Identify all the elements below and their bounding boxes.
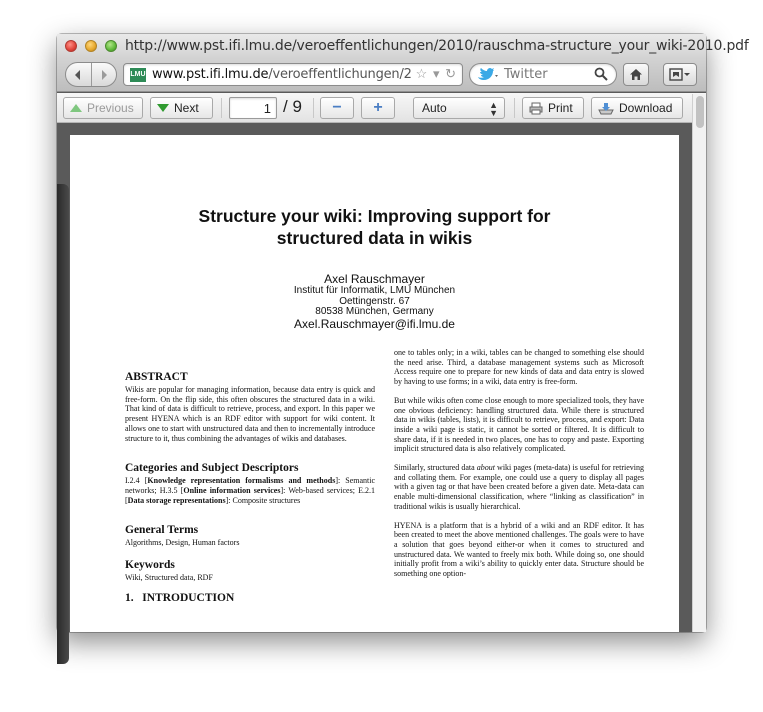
printer-icon (529, 102, 543, 115)
forward-button[interactable] (92, 63, 117, 86)
close-window-button[interactable] (65, 40, 77, 52)
arrow-up-icon (70, 104, 82, 112)
categories-text: I.2.4 [Knowledge representation formalisms and methods]: Semantic networks; H.3.5 [Online information services]: Web-based services; E.2.1 [Data storage representations]: Composite structures (125, 476, 376, 505)
address-bar[interactable] (123, 63, 463, 86)
left-column (125, 371, 375, 606)
paragraph: HYENA is a platform that is a hybrid of a wiki and an RDF editor. It has been created to meet the above mentioned challenges. The goals were to have a solution that goes beyond either-or when it comes to structured and unstructured data. We wanted to freely mix both. While doing so, one should initially profit from a wiki’s ability to quickly enter data. Structure should be something one option- (394, 520, 644, 579)
affiliation-line: Institut für Informatik, LMU München (293, 285, 456, 296)
arrow-down-icon (157, 104, 169, 112)
reload-icon[interactable]: ↻ (445, 66, 456, 81)
print-button[interactable] (522, 97, 584, 119)
back-forward-group (65, 62, 117, 87)
bookmark-star-icon[interactable]: ☆ (415, 66, 428, 81)
download-label: Download (619, 101, 673, 115)
paper-title: Structure your wiki: Improving support for structured data in wikis (198, 206, 551, 248)
next-label: Next (174, 101, 199, 115)
toolbar-divider (313, 98, 314, 118)
minimize-window-button[interactable] (85, 40, 97, 52)
introduction-heading: 1. INTRODUCTION (125, 591, 235, 604)
general-terms-heading: General Terms (125, 524, 199, 537)
categories-heading: Categories and Subject Descriptors (125, 462, 299, 475)
dropdown-icon[interactable]: ▾ (432, 66, 440, 81)
select-arrows-icon: ▲ ▼ (489, 100, 498, 118)
home-button[interactable] (623, 63, 649, 86)
page-number-input[interactable]: 1 (229, 97, 277, 119)
paragraph: one to tables only; in a wiki, tables can be changed to something else should the need arise. Third, a database management systems such as Microsoft Access require one to prepare for new kinds of data and data entry is slowed by having to use forms; in a wiki, data entry is free-form. (394, 348, 644, 387)
bookmarks-menu-button[interactable] (663, 63, 697, 86)
bookmarks-icon (669, 68, 691, 81)
paper-email: Axel.Rauschmayer@ifi.lmu.de (294, 317, 455, 331)
page-count: / 9 (283, 97, 302, 116)
zoom-select[interactable] (413, 97, 505, 119)
print-label: Print (548, 101, 573, 115)
download-button[interactable] (591, 97, 683, 119)
paragraph: Similarly, structured data about wiki pages (meta-data) is useful for retrieving and collating them. For example, one could use a query to display all pages with a given tag or that have been created before a given date. Meta-data can enable multi-dimensional classification, where “linking as classification” in traditional wikis is usually hierarchical. (394, 463, 644, 511)
download-icon (598, 102, 614, 115)
zoom-window-button[interactable] (105, 40, 117, 52)
abstract-text: Wikis are popular for managing information, because data entry is quick and free-form. On the flip side, this often obscures the structured data in a wiki. That kind of data is difficult to retrieve, process, and export. In this paper we present HYENA which is an RDF editor with support for wiki content. It allows one to start with unstructured data and then to incrementally introduce structure to it, thus combining the advantages of wikis and databases. (125, 385, 375, 443)
paragraph: But while wikis often come close enough to more specialized tools, they have one obvious deficiency: handling structured data. While there is structured data in wikis (tables, lists), it is difficult to retrieve, process, and export: Data inside a wiki page is static, it cannot be sorted or filtered. It is difficult to share data, if it is needed in two places, one has to copy and paste. Exporting implicit structured data is also relatively complicated. (394, 395, 644, 454)
affiliation-line: Oettingenstr. 67 (339, 295, 410, 307)
search-bar[interactable] (469, 63, 617, 86)
zoom-value: Auto (422, 101, 447, 115)
url-text[interactable] (152, 67, 412, 82)
pdf-toolbar (57, 93, 706, 123)
page-shadow (57, 184, 69, 664)
abstract-heading: ABSTRACT (125, 371, 188, 383)
keywords-heading: Keywords (125, 559, 175, 572)
search-icon[interactable] (594, 67, 608, 81)
title-bar (57, 34, 749, 59)
toolbar-divider (221, 98, 222, 118)
site-favicon-icon: LMU (130, 68, 146, 82)
twitter-bird-icon[interactable] (476, 68, 498, 82)
previous-label: Previous (87, 101, 134, 115)
paper-affiliation (70, 286, 679, 318)
url-path: /veroeffentlichungen/2 (268, 67, 412, 82)
browser-window (57, 34, 749, 632)
back-icon (72, 69, 84, 81)
forward-icon (98, 69, 110, 81)
address-bar-icons (414, 66, 456, 82)
keywords-text: Wiki, Structured data, RDF (125, 573, 213, 583)
zoom-out-button[interactable]: − (320, 97, 354, 119)
next-page-button[interactable] (150, 97, 213, 119)
general-terms-text: Algorithms, Design, Human factors (125, 538, 240, 548)
search-engine-label: Twitter (504, 67, 548, 82)
pdf-page (70, 135, 679, 632)
zoom-in-button[interactable]: + (361, 97, 395, 119)
pdf-viewer-area[interactable] (57, 124, 706, 632)
home-icon (629, 68, 643, 81)
previous-page-button[interactable] (63, 97, 143, 119)
window-title: http://www.pst.ifi.lmu.de/veroeffentlichungen/2010/rauschma-structure_your_wiki-2010.pdf (125, 38, 749, 54)
toolbar-divider (514, 98, 515, 118)
scrollbar-thumb[interactable] (696, 96, 704, 128)
url-host: www.pst.ifi.lmu.de (152, 67, 269, 82)
navigation-bar (57, 59, 706, 92)
affiliation-line: 80538 München, Germany (315, 306, 434, 317)
vertical-scrollbar[interactable] (692, 94, 706, 632)
paper-author: Axel Rauschmayer (324, 272, 425, 286)
right-column (394, 348, 644, 588)
back-button[interactable] (66, 63, 92, 86)
